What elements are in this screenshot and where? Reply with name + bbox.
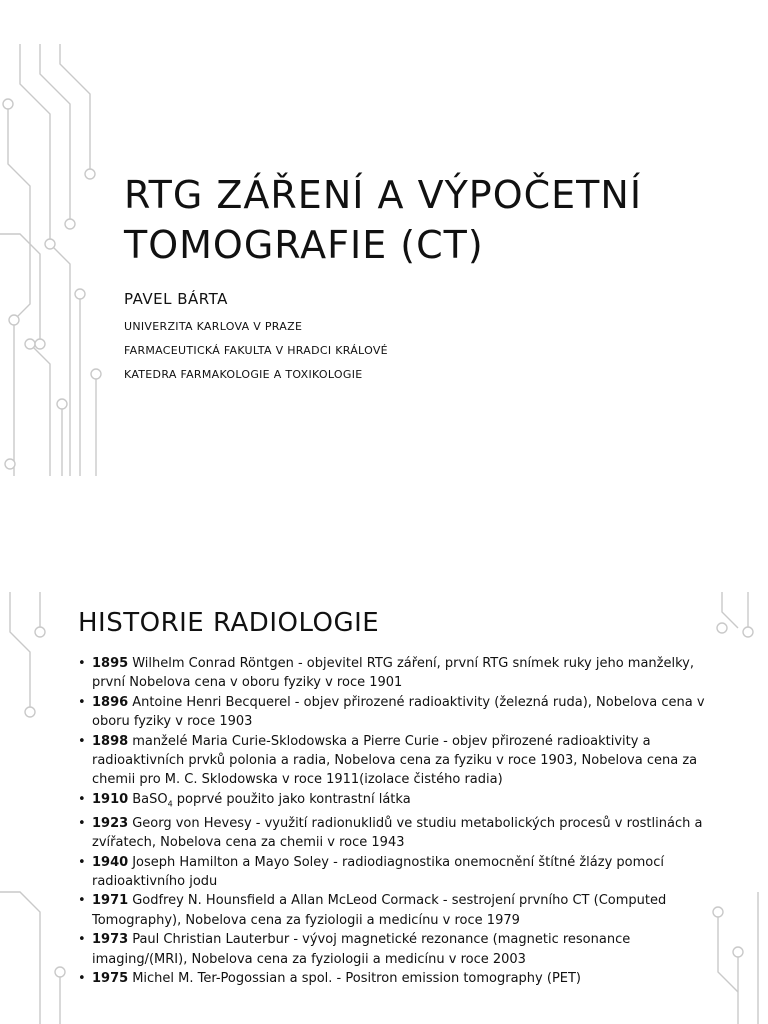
event-year: 1895 — [92, 656, 129, 671]
title-line-2: TOMOGRAFIE (CT) — [124, 223, 484, 267]
title-line-1: RTG ZÁŘENÍ A VÝPOČETNÍ — [124, 173, 643, 217]
event-year: 1923 — [92, 815, 129, 831]
event-text: poprvé použito jako kontrastní látka — [172, 791, 411, 807]
event-text: manželé Maria Curie-Sklodowska a Pierre Curie - objev přirozené radioaktivity a radioaktivních prvků polonia a radia, Nobelova cena za fyziku v roce 1903, Nobelova cena za chemii pro M. C. Sklodowska v roce 1911(izolace čistého radia) — [92, 733, 698, 788]
event-year: 1973 — [92, 932, 129, 948]
list-item — [78, 693, 718, 732]
history-event-list — [78, 654, 718, 989]
affiliation-university: UNIVERZITA KARLOVA V PRAZE — [124, 320, 303, 333]
event-text: Georg von Hevesy - využití radionuklidů ve studiu metabolických procesů v rostlinách a zvířatech, Nobelova cena za chemii v roce 1943 — [92, 815, 703, 851]
affiliation-faculty: FARMACEUTICKÁ FAKULTA V HRADCI KRÁLOVÉ — [124, 344, 388, 357]
list-item — [78, 969, 718, 988]
affiliation-department: KATEDRA FARMAKOLOGIE A TOXIKOLOGIE — [124, 368, 363, 381]
list-item — [78, 930, 718, 969]
list-item — [78, 891, 718, 930]
event-year: 1896 — [92, 694, 129, 710]
event-year: 1940 — [92, 854, 129, 870]
title-slide — [0, 44, 768, 476]
event-text: Godfrey N. Hounsfield a Allan McLeod Cormack - sestrojení prvního CT (Computed Tomography), Nobelova cena za fyziologii a medicínu v roce 1979 — [92, 893, 667, 928]
slide-title: HISTORIE RADIOLOGIE — [78, 608, 380, 638]
circuit-decoration-icon — [0, 44, 120, 476]
list-item — [78, 790, 718, 814]
event-text: Michel M. Ter-Pogossian a spol. - Positron emission tomography (PET) — [132, 971, 582, 987]
event-text: Joseph Hamilton a Mayo Soley - radiodiagnostika onemocnění štítné žlázy pomocí radioaktivního jodu — [92, 854, 664, 890]
presentation-title — [124, 170, 744, 270]
event-text: Wilhelm Conrad Röntgen - objevitel RTG záření, první RTG snímek ruky jeho manželky, první Nobelova cena v oboru fyziky v roce 1901 — [92, 656, 694, 691]
event-year: 1898 — [92, 733, 129, 749]
history-slide — [0, 592, 768, 1024]
event-text: Antoine Henri Becquerel - objev přirozené radioaktivity (železná ruda), Nobelova cena v oboru fyziky v roce 1903 — [92, 694, 705, 730]
list-item — [78, 732, 718, 790]
circuit-decoration-left-icon — [0, 592, 70, 1024]
event-year: 1910 — [92, 791, 129, 807]
event-text-subscript: 4 — [167, 799, 173, 809]
event-year: 1971 — [92, 893, 129, 909]
event-year: 1975 — [92, 971, 129, 987]
list-item — [78, 814, 718, 853]
list-item — [78, 853, 718, 892]
list-item — [78, 654, 718, 693]
event-text-formula: BaSO — [132, 791, 168, 807]
event-text: Paul Christian Lauterbur - vývoj magnetické rezonance (magnetic resonance imaging/(MRI), Nobelova cena za fyziologii a medicínu v roce 2003 — [92, 932, 631, 967]
author-name: PAVEL BÁRTA — [124, 290, 228, 308]
